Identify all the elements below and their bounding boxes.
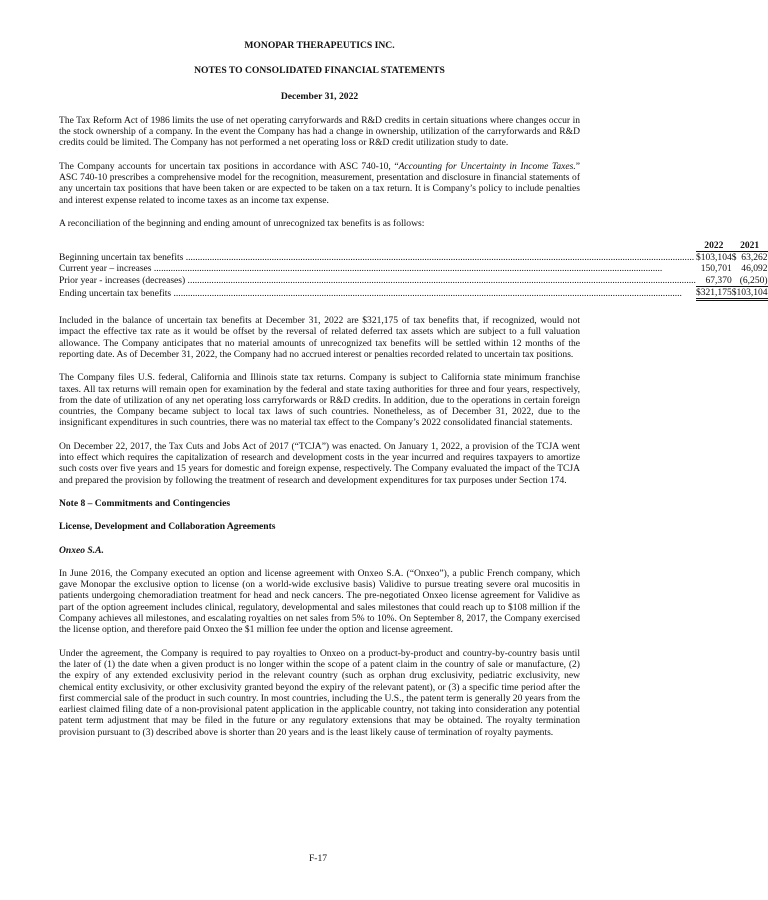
currency-symbol: $ <box>695 252 701 264</box>
paragraph-reconciliation-intro: A reconciliation of the beginning and ending amount of unrecognized tax benefits is as follows: <box>59 217 425 229</box>
license-agreements-heading: License, Development and Collaboration Agreements <box>59 521 276 533</box>
document-date: December 31, 2022 <box>280 90 359 102</box>
paragraph-onxeo-option: In June 2016, the Company executed an option and license agreement with Onxeo S.A. (“Onxeo”), a public French company, which gave Monopar the exclusive option to license (on a world-wide exclusive basis) Validive to pursue treating severe oral mucositis in patients undergoing chemoradiation treatment for head and neck cancers. The pre-negotiated Onxeo license agreement for Validive as part of the option agreement includes clinical, regulatory, developmental and sales milestones that could reach up to $108 million if the Company achieves all milestones, and escalating royalties on net sales from 5% to 10%. On September 8, 2017, the Company exercised the license option, and therefore paid Onxeo the $1 million fee under the option and license agreement. <box>59 567 580 636</box>
row-label-text: Beginning uncertain tax benefits ..... <box>59 252 696 263</box>
text-span: ” ASC 740-10 prescribes a comprehensive model for the recognition, measurement, presentation and disclosure in financial statements of any uncertain tax positions that have been taken or are expected to be taken on a tax return. It is Company’s policy to include penalties and interest expense related to income taxes as an income tax expense. <box>59 160 580 206</box>
header-spacer <box>59 240 696 252</box>
column-header-2022: 2022 <box>696 240 732 252</box>
value-2021: (6,250) <box>737 275 768 287</box>
table-header-row <box>59 240 768 252</box>
onxeo-heading: Onxeo S.A. <box>59 544 104 556</box>
text-span: The Company accounts for uncertain tax positions in accordance with ASC 740-10, “ <box>59 160 399 172</box>
document-page <box>59 40 768 738</box>
paragraph-tax-reform-act: The Tax Reform Act of 1986 limits the use of net operating carryforwards and R&D credits in certain situations where changes occur in the stock ownership of a company. In the event the Company has had a change in ownership, utilization of the carryforwards and R&D credits could be limited. The Company has not performed a net operating loss or R&D credit utilization study to date. <box>59 114 580 149</box>
table-row <box>59 263 768 274</box>
value-2021: 63,262 <box>741 252 768 264</box>
row-label <box>59 286 696 299</box>
currency-symbol: $ <box>731 286 737 298</box>
column-header-2021: 2021 <box>732 240 768 252</box>
paragraph-uncertain-tax-balance: Included in the balance of uncertain tax benefits at December 31, 2022 are $321,175 of tax benefits that, if recognized, would not impact the effective tax rate as it would be offset by the reversal of related deferred tax assets which are subject to a full valuation allowance. The Company anticipates that no material amounts of unrecognized tax benefits will be settled within 12 months of the reporting date. As of December 31, 2022, the Company had no accrued interest or penalties recorded related to uncertain tax positions. <box>59 315 580 360</box>
value-2022: 150,701 <box>700 263 732 275</box>
reconciliation-table <box>59 240 768 301</box>
paragraph-tax-returns: The Company files U.S. federal, California and Illinois state tax returns. Company is subject to California state minimum franchise taxes. All tax returns will remain open for examination by the federal and state taxing authorities for three and four years, respectively, from the date of utilization of any net operating loss carryforwards or R&D credits. In addition, due to the operations in certain foreign countries, the Company became subject to local tax laws of such countries. Nonetheless, as of December 31, 2022, due to the insignificant expenditures in such countries, there was no material tax effect to the Company’s 2022 consolidated financial statements. <box>59 372 580 429</box>
row-label-text: Ending uncertain tax benefits ..... <box>59 288 696 299</box>
row-label <box>59 263 696 274</box>
currency-symbol: $ <box>731 252 737 264</box>
page-number: F-17 <box>308 853 328 864</box>
company-name: MONOPAR THERAPEUTICS INC. <box>244 40 395 51</box>
table-row-total <box>59 286 768 299</box>
document-title: NOTES TO CONSOLIDATED FINANCIAL STATEMENTS <box>194 65 445 77</box>
value-2021: 46,092 <box>741 263 768 275</box>
value-2022: 103,104 <box>700 252 732 264</box>
paragraph-uncertain-tax-positions <box>59 161 580 206</box>
note-8-heading: Note 8 – Commitments and Contingencies <box>59 497 231 509</box>
table-row <box>59 252 768 264</box>
paragraph-onxeo-royalties: Under the agreement, the Company is required to pay royalties to Onxeo on a product-by-product and country-by-country basis until the later of (1) the date when a given product is no longer within the scope of a patent claim in the country of sale or manufacture, (2) the expiry of any extended exclusivity period in the relevant country (such as orphan drug exclusivity, pediatric exclusivity, new chemical entity exclusivity, or other exclusivity granted beyond the expiry of the relevant patent), or (3) a specific time period after the first commercial sale of the product in such country. In most countries, including the U.S., the patent term is generally 20 years from the earliest claimed filing date of a non-provisional patent application in the applicable country, not taking into consideration any potential patent term adjustment that may be filed in the future or any regulatory extensions that may be obtained. The royalty termination provision pursuant to (3) described above is shorter than 20 years and is the least likely cause of termination of royalty payments. <box>59 647 580 738</box>
value-2021: 103,104 <box>736 286 768 298</box>
row-label-text: Current year – increases ..... <box>59 263 696 274</box>
row-label <box>59 252 696 264</box>
asc-title-italic: Accounting for Uncertainty in Income Taxes. <box>398 160 576 172</box>
row-label-text: Prior year - increases (decreases) ..... <box>59 275 696 286</box>
table-row <box>59 275 768 287</box>
value-2022: 321,175 <box>700 286 732 298</box>
value-2022: 67,370 <box>701 275 732 287</box>
row-label <box>59 275 696 287</box>
paragraph-tcja: On December 22, 2017, the Tax Cuts and Jobs Act of 2017 (“TCJA”) was enacted. On January 1, 2022, a provision of the TCJA went into effect which requires the capitalization of research and development costs in the year incurred and requires taxpayers to amortize such costs over five years and 15 years for domestic and foreign expense, respectively. The Company evaluated the impact of the TCJA and prepared the provision by following the treatment of research and development expenditures for tax purposes under Section 174. <box>59 440 580 486</box>
currency-symbol: $ <box>695 286 701 298</box>
